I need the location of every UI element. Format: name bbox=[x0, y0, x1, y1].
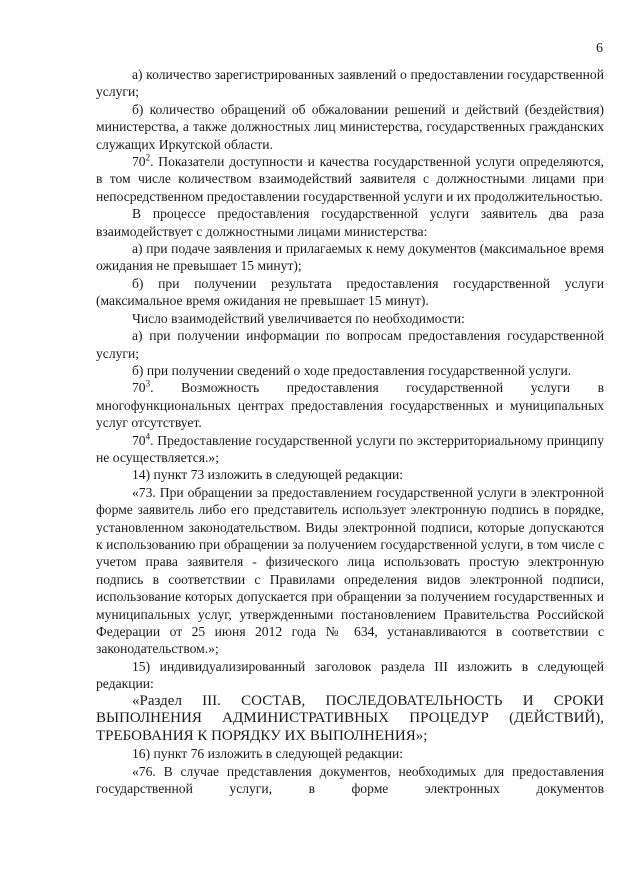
paragraph-text: . Предоставление государственной услуги по экстерриториальному принципу не осуществляется.»; bbox=[96, 432, 604, 465]
section-heading-paragraph: «Раздел III. СОСТАВ, ПОСЛЕДОВАТЕЛЬНОСТЬ И СРОКИ ВЫПОЛНЕНИЯ АДМИНИСТРАТИВНЫХ ПРОЦЕДУР (ДЕЙСТВИЙ), ТРЕБОВАНИЯ К ПОРЯДКУ ИХ ВЫПОЛНЕНИЯ»; bbox=[96, 692, 604, 744]
document-body bbox=[96, 66, 604, 798]
paragraph: Число взаимодействий увеличивается по необходимости: bbox=[132, 310, 465, 326]
paragraph bbox=[96, 432, 604, 467]
paragraph-number: 70 bbox=[132, 154, 146, 170]
paragraph: б) количество обращений об обжаловании решений и действий (бездействия) министерства, а также должностных лиц министерства, государственных гражданских служащих Иркутской области. bbox=[96, 101, 604, 152]
paragraph: «73. При обращении за предоставлением государственной услуги в электронной форме заявитель либо его представитель использует электронную подпись в порядке, установленном законодательством. Виды электронной подписи, которые допускаются к использованию при обращении за получением государственной услуги, в том числе с учетом права заявителя - физического лица использовать простую электронную подпись в соответствии с Правилами определения видов электронной подписи, использование которых допускается при обращении за получением государственных и муниципальных услуг, утвержденными постановлением Правительства Российской Федерации от 25 июня 2012 года № 634, устанавливаются в соответствии с законодательством.»; bbox=[96, 484, 604, 657]
paragraph: а) при получении информации по вопросам предоставления государственной услуги; bbox=[96, 328, 604, 361]
paragraph-number: 70 bbox=[132, 432, 146, 448]
paragraph-number: 70 bbox=[132, 380, 146, 396]
paragraph: 14) пункт 73 изложить в следующей редакции: bbox=[132, 467, 404, 483]
paragraph: а) при подаче заявления и прилагаемых к нему документов (максимальное время ожидания не превышает 15 минут); bbox=[96, 241, 604, 274]
paragraph-text: . Возможность предоставления государственной услуги в многофункциональных центрах предоставления государственных и муниципальных услуг отсутствует. bbox=[96, 380, 604, 431]
paragraph bbox=[96, 153, 604, 205]
paragraph bbox=[96, 379, 604, 431]
paragraph: В процессе предоставления государственной услуги заявитель два раза взаимодействует с должностными лицами министерства: bbox=[96, 206, 604, 239]
paragraph-number-superscript: 4 bbox=[145, 431, 151, 441]
paragraph-text: . Показатели доступности и качества государственной услуги определяются, в том числе количеством взаимодействий заявителя с должностными лицами при непосредственном предоставлении государственной услуги и их продолжительностью. bbox=[96, 154, 604, 204]
paragraph-number-superscript: 3 bbox=[145, 378, 151, 389]
paragraph: а) количество зарегистрированных заявлений о предоставлении государственной услуги; bbox=[96, 67, 604, 100]
page-number: 6 bbox=[596, 41, 603, 56]
paragraph: «76. В случае представления документов, необходимых для предоставления государственной услуги, в форме электронных документов bbox=[96, 763, 604, 797]
paragraph: б) при получении сведений о ходе предоставления государственной услуги. bbox=[132, 362, 572, 378]
paragraph: б) при получении результата предоставления государственной услуги (максимальное время ожидания не превышает 15 минут). bbox=[96, 275, 604, 309]
paragraph: 16) пункт 76 изложить в следующей редакции: bbox=[132, 746, 404, 762]
paragraph-number-superscript: 2 bbox=[145, 152, 151, 163]
paragraph: 15) индивидуализированный заголовок раздела III изложить в следующей редакции: bbox=[96, 658, 604, 692]
